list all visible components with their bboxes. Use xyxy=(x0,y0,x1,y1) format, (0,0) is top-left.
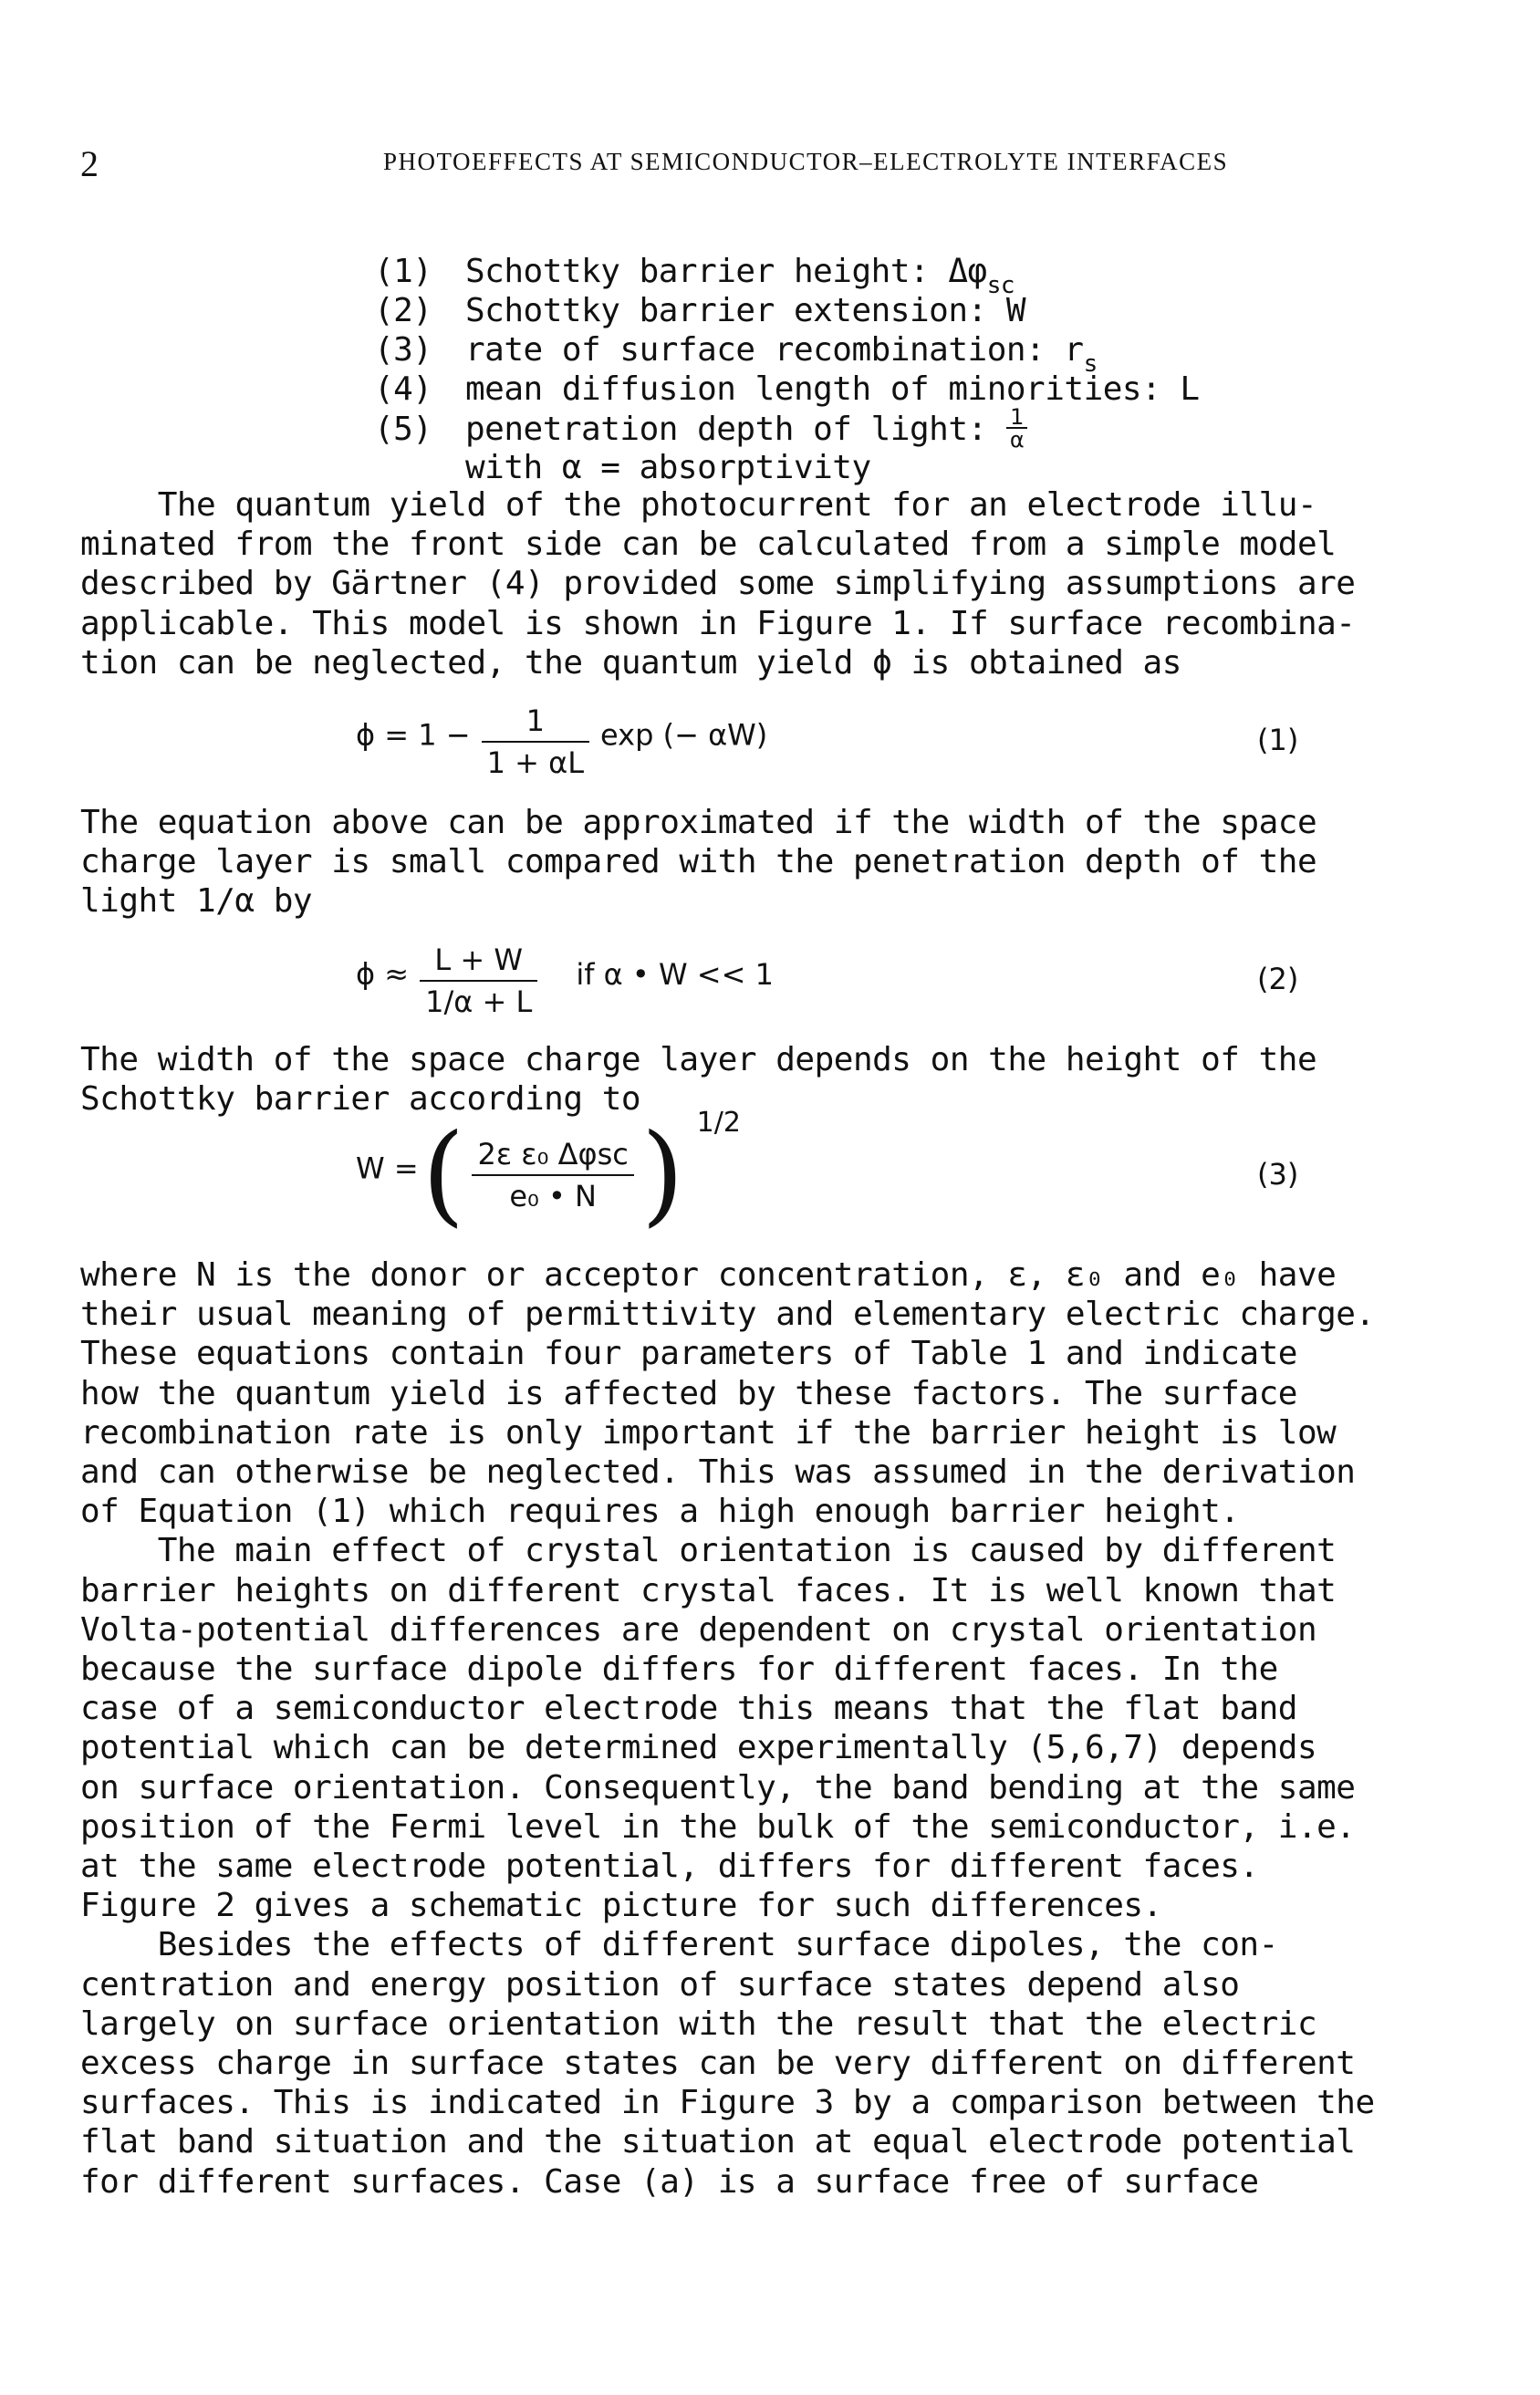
paragraph-space-charge: The width of the space charge layer depends on the height of the Schottky barrier according to xyxy=(80,1041,1317,1119)
list-item xyxy=(374,448,1200,487)
equation-1-lhs: ϕ = 1 − xyxy=(356,717,471,753)
list-item-text: Schottky barrier extension: W xyxy=(465,292,1026,329)
equation-3-fraction xyxy=(472,1136,633,1214)
list-item xyxy=(374,404,1200,453)
equation-2-condition: if α • W << 1 xyxy=(576,956,774,992)
fraction-numerator: 1 xyxy=(1006,407,1027,429)
fraction-numerator: 1 xyxy=(482,703,589,743)
list-item-text: Schottky barrier height: Δφ xyxy=(465,253,987,290)
paragraph-crystal-orientation: where N is the donor or acceptor concentration, ε, ε₀ and e₀ have their usual meaning of permittivity and elementary electric charge. These equations contain four parameters of Table 1 and indicate how the quantum yield is affected by these factors. The surface recombination rate is only important if the barrier height is low and can otherwise be neglected. This was assumed in the derivation of Equation (1) which requires a high enough barrier height. The main effect of crystal orientation is caused by different barrier heights on different crystal faces. It is well known that Volta-potential differences are dependent on crystal orientation because the surface dipole differs for different faces. In the case of a semiconductor electrode this means that the flat band potential which can be determined experimentally (5,6,7) depends on surface orientation. Consequently, the band bending at the same position of the Fermi level in the bulk of the semiconductor, i.e. at the same electrode potential, differs for different faces. Figure 2 gives a schematic picture for such differences. Besides the effects of different surface dipoles, the con- centration and energy position of surface states depend also largely on surface orientation with the result that the electric excess charge in surface states can be very different on different surfaces. This is indicated in Figure 3 by a comparison between the flat band situation and the situation at equal electrode potential for different surfaces. Case (a) is a surface free of surface xyxy=(80,1256,1375,2201)
list-item-subscript: sc xyxy=(986,272,1015,299)
equation-3-number: (3) xyxy=(1257,1157,1299,1192)
fraction-denominator: 1 + αL xyxy=(486,745,585,780)
list-item-text: mean diffusion length of minorities: L xyxy=(465,370,1200,408)
equation-1-rhs: exp (− αW) xyxy=(600,717,768,753)
list-item-number: (1) xyxy=(374,253,432,290)
equation-2-lhs: ϕ ≈ xyxy=(356,956,410,992)
equation-3 xyxy=(356,1106,741,1238)
list-item-text: penetration depth of light: xyxy=(465,411,1006,448)
equation-1 xyxy=(356,703,767,781)
paragraph-approximation: The equation above can be approximated if the width of the space charge layer is small compared with the penetration depth of the light 1/α by xyxy=(80,804,1317,921)
list-item xyxy=(374,291,1200,330)
running-head: PHOTOEFFECTS AT SEMICONDUCTOR–ELECTROLYTE INTERFACES xyxy=(383,148,1229,175)
equation-2 xyxy=(356,942,774,1020)
list-item-text: with α = absorptivity xyxy=(465,449,871,486)
penetration-depth-fraction xyxy=(1006,404,1027,453)
equation-3-lhs: W = xyxy=(356,1151,419,1186)
equation-2-fraction xyxy=(420,942,537,1020)
page-number: 2 xyxy=(80,143,99,184)
list-item-number: (5) xyxy=(374,411,432,448)
list-item xyxy=(374,370,1200,409)
equation-3-exponent: 1/2 xyxy=(696,1106,741,1139)
list-item xyxy=(374,252,1200,299)
fraction-denominator: α xyxy=(1009,427,1025,453)
list-item-number: (2) xyxy=(374,292,432,329)
equation-1-fraction xyxy=(482,703,589,781)
equation-1-number: (1) xyxy=(1257,723,1299,757)
list-item-text: rate of surface recombination: r xyxy=(465,331,1084,369)
list-item-number: (4) xyxy=(374,370,432,408)
fraction-numerator: L + W xyxy=(420,942,537,982)
list-item-subscript: s xyxy=(1083,350,1098,378)
equation-2-number: (2) xyxy=(1257,962,1299,996)
right-parenthesis: ) xyxy=(640,1111,684,1238)
left-parenthesis: ( xyxy=(421,1111,465,1238)
fraction-denominator: e₀ • N xyxy=(509,1179,597,1213)
paragraph-quantum-yield: The quantum yield of the photocurrent for an electrode illu- minated from the front side can be calculated from a simple model described by Gärtner (4) provided some simplifying assumptions are applicable. This model is shown in Figure 1. If surface recombina- tion can be neglected, the quantum yield ϕ is obtained as xyxy=(80,486,1356,682)
fraction-denominator: 1/α + L xyxy=(425,984,533,1019)
list-item xyxy=(374,330,1200,378)
parameter-list xyxy=(374,252,1200,487)
list-item-number: (3) xyxy=(374,331,432,369)
fraction-numerator: 2ε ε₀ Δφsc xyxy=(472,1136,633,1176)
